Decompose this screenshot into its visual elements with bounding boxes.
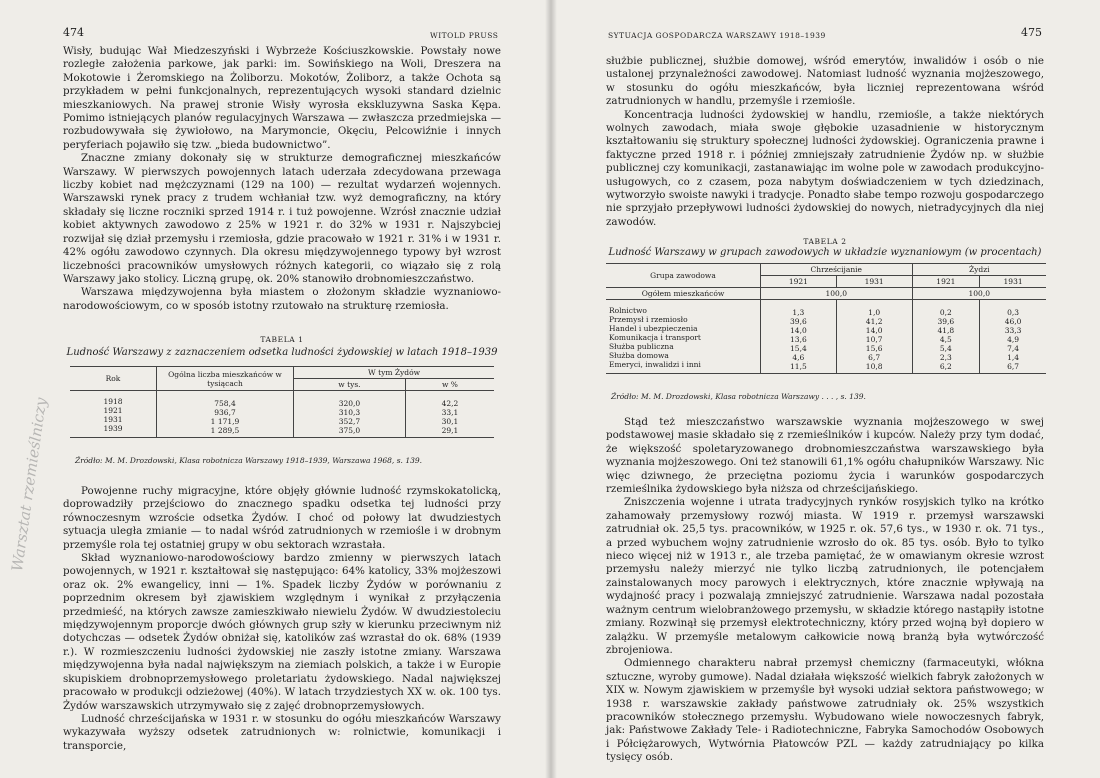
paragraph: Odmiennego charakteru nabrał przemysł chemiczny (farmaceutyki, włókna sztuczne, wyroby gumowe). Nadal działała większość wielkich fabryk założonych w XIX w. Nowym zjawiskiem w przemyśle był wysoki udział sektora państwowego; w 1938 r. warszawskie zakłady państwowe zatrudniały ok. 25% wszystkich pracowników stołecznego przemysłu. Wybudowano wiele nowoczesnych fabryk, jak: Państwowe Zakłady Tele- i Radiotechniczne, Fabryka Samochodów Osobowych i Półciężarowych, Wytwórnia Płatowców PZL — każdy zatrudniający po kilka tysięcy osób. — [606, 657, 1044, 764]
paragraph: Skład wyznaniowo-narodowościowy bardzo zmienny w pierwszych latach powojennych, w 1921 r. kształtował się następująco: 64% katolicy, 33% mojżeszowi oraz ok. 2% ewangelicy, inni — 1%. Spadek liczby Żydów w porównaniu z poprzednim okresem był zjawiskiem względnym i wynikał z przyłączenia przedmieść, na których zawsze zamieszkiwało niewielu Żydów. W dwudziestoleciu międzywojennym proporcje dwóch głównych grup szły w kierunku przeciwnym niż dotychczas — odsetek Żydów obniżał się, katolików zaś wzrastał do ok. 68% (1939 r.). W rozmieszczeniu ludności żydowskiej nie zaszły istotne zmiany. Warszawa międzywojenna była nadal największym na ziemiach polskich, a także i w Europie skupiskiem drobnoprzemysłowego proletariatu żydowskiego. Nadal największej pracowało w produkcji odzieżowej (40%). W latach trzydziestych XX w. ok. 100 tys. Żydów warszawskich utrzymywało się z zajęć drobnoprzemysłowych. — [63, 552, 501, 712]
text-block-bottom — [63, 485, 501, 753]
header-zydzi: Żydzi — [912, 264, 1046, 276]
header-wtys: w tys. — [294, 379, 406, 391]
book-gutter — [545, 0, 557, 778]
header-ogolna: Ogólna liczba mieszkańców w tysiącach — [157, 367, 294, 391]
header-chrzescijanie: Chrześcijanie — [761, 264, 913, 276]
table-source: Źródło: M. M. Drozdowski, Klasa robotnicza Warszawy 1918–1939, Warszawa 1968, s. 139. — [75, 456, 423, 465]
page-number: 474 — [63, 26, 84, 39]
header-year: 1921 — [912, 276, 980, 288]
paragraph: Powojenne ruchy migracyjne, które objęły głównie ludność rzymskokatolicką, doprowadziły przejściowo do znacznego spadku odsetka tej ludności przy równoczesnym wzroście odsetka Żydów. I choć od połowy lat dwudziestych sytuacja uległa zmianie — to nadal wśród zatrudnionych w rzemiośle i w drobnym przemyśle rola tej ostatniej grupy w obu sektorach wzrastała. — [63, 485, 501, 551]
page-number: 475 — [1021, 26, 1042, 39]
header-year: 1921 — [761, 276, 837, 288]
column-chr-1921: 1,3 39,6 14,0 13,6 15,4 4,6 11,5 — [761, 300, 837, 374]
population-table — [70, 366, 494, 438]
ogolem-zydzi: 100,0 — [912, 288, 1046, 300]
column-grupy: Rolnictwo Przemysł i rzemiosło Handel i ubezpieczenia Komunikacja i transport Służba publiczna Służba domowa Emeryci, inwalidzi i inni — [606, 300, 761, 374]
text-block-bottom — [606, 416, 1044, 765]
paragraph: Stąd też mieszczaństwo warszawskie wyznania mojżeszowego w swej podstawowej masie składało się z rzemieślników i kupców. Należy przy tym dodać, że większość spoletaryzowanego drobnomieszczaństwa warszawskiego była wyznania mojżeszowego. Oni też stanowili 61,1% ogółu chałupników Warszawy. Nic więc dziwnego, że przeciętna poziomu życia i warunków gospodarczych rzemieślnika żydowskiego była niższa od chrześcijańskiego. — [606, 416, 1044, 496]
paragraph: Koncentracja ludności żydowskiej w handlu, rzemiośle, a także niektórych wolnych zawodach, miała swoje głębokie uzasadnienie w historycznym kształtowaniu się struktury społecznej ludności żydowskiej. Ograniczenia prawne i faktyczne przed 1918 r. i później zmniejszały zatrudnienie Żydów np. w służbie publicznej czy komunikacji, zastanawiając im wolne pole w zawodach produkcyjno-usługowych, co z czasem, poza nabytym doświadczeniem w tych dziedzinach, wytworzyło swoiste nawyki i tradycje. Ponadto słabe tempo rozwoju gospodarczego nie sprzyjało przepływowi ludności żydowskiej do nowych, nietradycyjnych dla niej zawodów. — [606, 108, 1044, 228]
paragraph: Zniszczenia wojenne i utrata tradycyjnych rynków rosyjskich tylko na krótko zahamowały przemysłowy rozwój miasta. W 1919 r. przemysł warszawski zatrudniał ok. 25,5 tys. pracowników, w 1925 r. ok. 57,6 tys., w 1930 r. ok. 71 tys., a przed wybuchem wojny zatrudnienie wzrosło do ok. 85 tys. osób. Było to tylko nieco więcej niż w 1913 r., ale trzeba pamiętać, że w omawianym okresie wzrost przemysłu należy mierzyć nie tylko liczbą zatrudnionych, ile potencjałem zainstalowanych mocy parowych i elektrycznych, które znacznie wpływają na wydajność pracy i pozwalają zmniejszyć zatrudnienie. Warszawa nadal pozostała ważnym centrum wielobranżowego przemysłu, w składzie którego nastąpiły istotne zmiany. Rozwinął się przemysł elektrotechniczny, który przed wojną był dopiero w zalążku. W przemyśle metalowym całkowicie nową branżą była wytwórczość zbrojeniowa. — [606, 496, 1044, 656]
table-source: Źródło: M. M. Drozdowski, Klasa robotnicza Warszawy . . . , s. 139. — [611, 392, 866, 401]
text-block-top — [606, 55, 1044, 229]
table-title: Ludność Warszawy z zaznaczeniem odsetka ludności żydowskiej w latach 1918–1939 — [66, 347, 498, 358]
header-wproc: w % — [405, 379, 494, 391]
running-head: SYTUACJA GOSPODARCZA WARSZAWY 1918–1939 — [608, 31, 826, 40]
paragraph: Ludność chrześcijańska w 1931 r. w stosunku do ogółu mieszkańców Warszawy wykazywała wyższy odsetek zatrudnionych w: rolnictwie, komunikacji i transporcie, — [63, 712, 501, 752]
table-caption: TABELA 2 — [803, 237, 847, 246]
margin-handwriting: Warsztat rzemieślniczy — [8, 396, 51, 573]
header-rok: Rok — [70, 367, 157, 391]
paragraph: służbie publicznej, służbie domowej, wśród emerytów, inwalidów i osób o nie ustalonej przynależności zawodowej. Natomiast ludność wyznania mojżeszowego, w stosunku do ogółu mieszkańców, była liczniej reprezentowana wśród zatrudnionych w handlu, przemyśle i rzemiośle. — [606, 55, 1044, 108]
right-page — [551, 0, 1100, 778]
header-grupa: Grupa zawodowa — [606, 264, 761, 288]
column-wproc: 42,2 33,1 30,1 29,1 — [405, 391, 494, 438]
column-zyd-1921: 0,2 39,6 41,8 4,5 5,4 2,3 6,2 — [912, 300, 980, 374]
header-year: 1931 — [980, 276, 1046, 288]
column-wtys: 320,0 310,3 352,7 375,0 — [294, 391, 406, 438]
ogolem-label: Ogółem mieszkańców — [606, 288, 761, 300]
header-year: 1931 — [836, 276, 912, 288]
column-rok: 1918 1921 1931 1939 — [70, 391, 157, 438]
table-caption: TABELA 1 — [260, 335, 304, 344]
occupation-table — [606, 263, 1046, 374]
paragraph: Warszawa międzywojenna była miastem o złożonym składzie wyznaniowo-narodowościowym, co w sposób istotny rzutowało na strukturę rzemiosła. — [63, 286, 501, 312]
paragraph: Wisły, budując Wał Miedzeszyński i Wybrzeże Kościuszkowskie. Powstały nowe rozległe założenia parkowe, jak parki: im. Sowińskiego na Woli, Dreszera na Mokotowie i Żeromskiego na Żoliborzu. Mokotów, Żoliborz, a także Ochota są przykładem w pełni funkcjonalnych, reprezentujących wysoki standard dzielnic mieszkaniowych. Na prawej stronie Wisły wyrosła ekskluzywna Saska Kępa. Pomimo istniejących planów regulacyjnych Warszawa — zwłaszcza przedmiejska — rozbudowywała się żywiołowo, na Marymoncie, Okęciu, Pelcowiźnie i innych peryferiach pojawiło się tzw. „bieda budownictwo”. — [63, 45, 501, 151]
ogolem-chrzescijanie: 100,0 — [761, 288, 913, 300]
paragraph: Znaczne zmiany dokonały się w strukturze demograficznej mieszkańców Warszawy. W pierwszych powojennych latach uderzała zdecydowana przewaga liczby kobiet nad mężczyznami (129 na 100) — rezultat wydarzeń wojennych. Warszawski rynek pracy z trudem wchłaniał tzw. wyż demograficzny, na który składały się liczne roczniki sprzed 1914 r. i tuż powojenne. Wzrósł znacznie udział kobiet aktywnych zawodowo z 25% w 1921 r. do 32% w 1931 r. Najszybciej rozwijał się dział przemysłu i rzemiosła, gdzie pracowało w 1921 r. 31% i w 1931 r. 42% ogółu zawodowo czynnych. Dla okresu międzywojennego typowy był wzrost liczebności pracowników umysłowych różnych kategorii, co wiązało się z rolą Warszawy jako stolicy. Liczną grupę, ok. 20% stanowiło drobnomieszczaństwo. — [63, 152, 501, 285]
column-zyd-1931: 0,3 46,0 33,3 4,9 7,4 1,4 6,7 — [980, 300, 1046, 374]
column-chr-1931: 1,0 41,2 14,0 10,7 15,6 6,7 10,8 — [836, 300, 912, 374]
running-head: WITOLD PRUSS — [430, 31, 499, 40]
header-wtym: W tym Żydów — [294, 367, 495, 379]
text-block-top — [63, 45, 501, 313]
table-title: Ludność Warszawy w grupach zawodowych w układzie wyznaniowym (w procentach) — [608, 247, 1042, 258]
column-ogolna: 758,4 936,7 1 171,9 1 289,5 — [157, 391, 294, 438]
